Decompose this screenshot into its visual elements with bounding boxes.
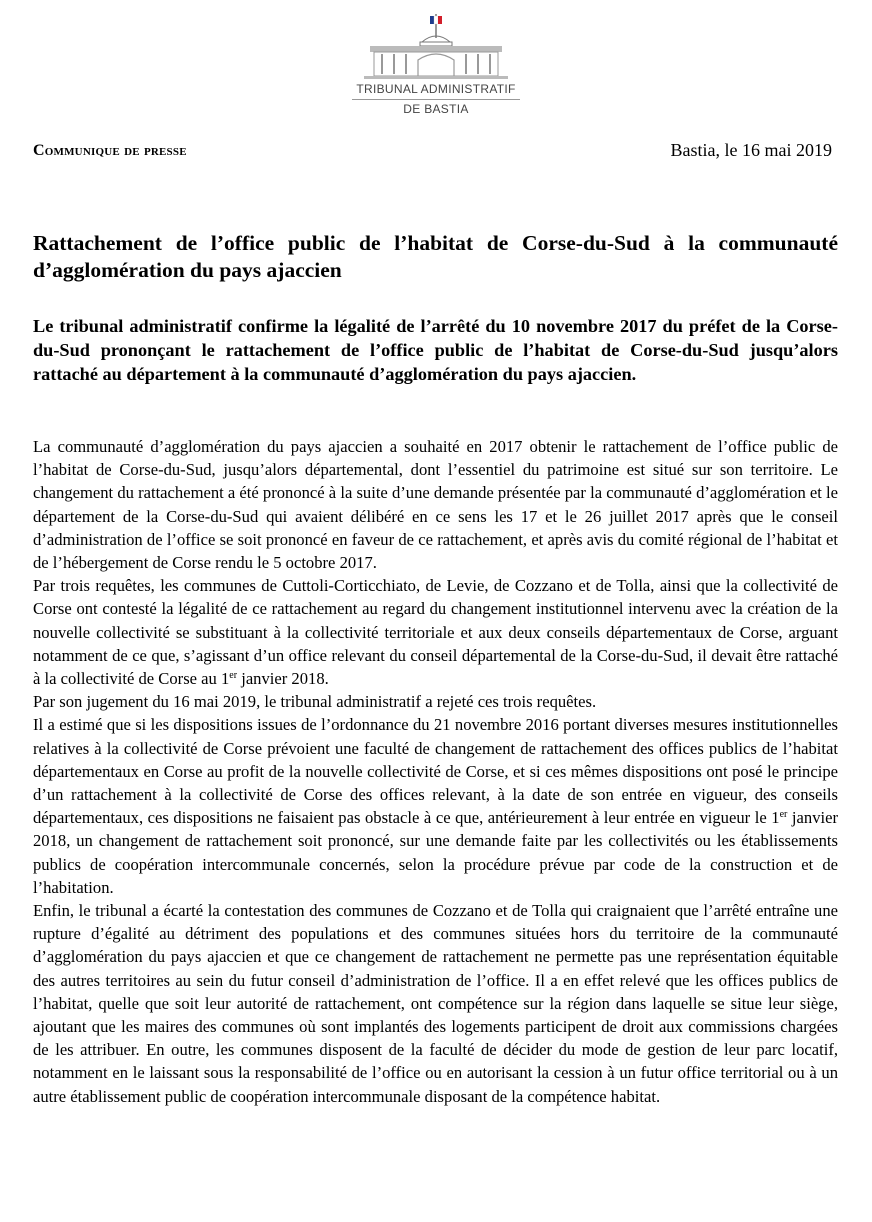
logo-text-line1: TRIBUNAL ADMINISTRATIF: [356, 82, 516, 96]
ordinal-superscript: er: [779, 809, 788, 821]
dateline: Bastia, le 16 mai 2019: [670, 140, 832, 160]
paragraph-reasoning-text: Il a estimé que si les dispositions issues de l’ordonnance du 21 novembre 2016 portant diverses mesures institutionnelles relatives à la collectivité de Corse prévoient une faculté de changement de rattachement des offices publics de l’habitat départementaux en Corse au profit de la nouvelle collectivité de Corse, et si ces mêmes dispositions ont posé le principe d’un rattachement à la collectivité de Corse des offices relevant, à la date de son entrée en vigueur, des conseils départementaux, ces dispositions ne faisaient pas obstacle à ce que, antérieurement à leur entrée en vigueur le 1: [33, 715, 838, 828]
logo-text-line2: DE BASTIA: [403, 102, 469, 116]
press-release-label: Communique de presse: [33, 142, 187, 159]
paragraph-requests: [33, 574, 838, 690]
ordinal-superscript: er: [229, 670, 238, 682]
header-row: [33, 140, 832, 164]
paragraph-judgment: Par son jugement du 16 mai 2019, le tribunal administratif a rejeté ces trois requêtes.: [33, 692, 597, 712]
paragraph-context: La communauté d’agglomération du pays ajaccien a souhaité en 2017 obtenir le rattachement de l’office public de l’habitat de Corse-du-Sud, jusqu’alors départemental, dont l’essentiel du patrimoine est situé sur son territoire. Le changement du rattachement a été prononcé à la suite d’une demande présentée par la communauté d’agglomération et le département de la Corse-du-Sud qui avaient délibéré en ce sens les 17 et le 26 juillet 2017 après que le conseil d’administration de l’office se soit prononcé en faveur de ce rattachement, et après avis du comité régional de l’habitat et de l’hébergement de Corse rendu le 5 octobre 2017.: [33, 437, 838, 573]
summary-heading: Le tribunal administratif confirme la légalité de l’arrêté du 10 novembre 2017 du préfet de la Corse-du-Sud prononçant le rattachement de l’office public de l’habitat de Corse-du-Sud jusqu’alors rattaché au département à la communauté d’agglomération du pays ajaccien.: [33, 316, 838, 384]
logo-divider: [352, 99, 520, 100]
paragraph-reasoning-end: janvier 2018, un changement de rattachement soit prononcé, sur une demande faite par les collectivités ou les établissements publics de coopération intercommunale concernés, selon la procédure prévue par code de la construction et de l’habitation.: [33, 808, 838, 897]
page-title: Rattachement de l’office public de l’habitat de Corse-du-Sud à la communauté d’agglomération du pays ajaccien: [33, 231, 838, 282]
paragraph-reasoning: [33, 713, 838, 899]
article-body: [33, 435, 838, 1108]
paragraph-conclusion: Enfin, le tribunal a écarté la contestation des communes de Cozzano et de Tolla qui craignaient que l’arrêté entraîne une rupture d’égalité au détriment des populations et des communes situées hors du territoire de la communauté d’agglomération du pays ajaccien et que ce changement de rattachement ne permette pas une représentation équitable des autres territoires au sein du futur conseil d’administration de l’office. Il a en effet relevé que les offices publics de l’habitat, quelle que soit leur autorité de rattachement, ont compétence sur la région dans laquelle se situe leur siège, ajoutant que les maires des communes où sont implantés des logements participent de droit aux commissions chargées de les attribuer. En outre, les communes disposent de la faculté de décider du mode de gestion de leur parc locatif, notamment en le laissant sous la responsabilité de l’office ou en autorisant la cession à un futur office territorial ou à un autre établissement public de coopération intercommunale disposant de la compétence habitat.: [33, 901, 838, 1106]
tribunal-logo: [330, 8, 542, 120]
paragraph-requests-end: janvier 2018.: [237, 669, 329, 689]
courthouse-flag-icon: [330, 8, 542, 82]
paragraph-requests-text: Par trois requêtes, les communes de Cuttoli-Corticchiato, de Levie, de Cozzano et de Tolla, ainsi que la collectivité de Corse ont contesté la légalité de ce rattachement au regard du changement institutionnel intervenu avec la création de la nouvelle collectivité se substituant à la collectivité territoriale et aux deux conseils départementaux de Corse, arguant notamment de ce que, s’agissant d’un office relevant du conseil départemental de la Corse-du-Sud, il devait être rattaché à la collectivité de Corse au 1: [33, 576, 838, 689]
